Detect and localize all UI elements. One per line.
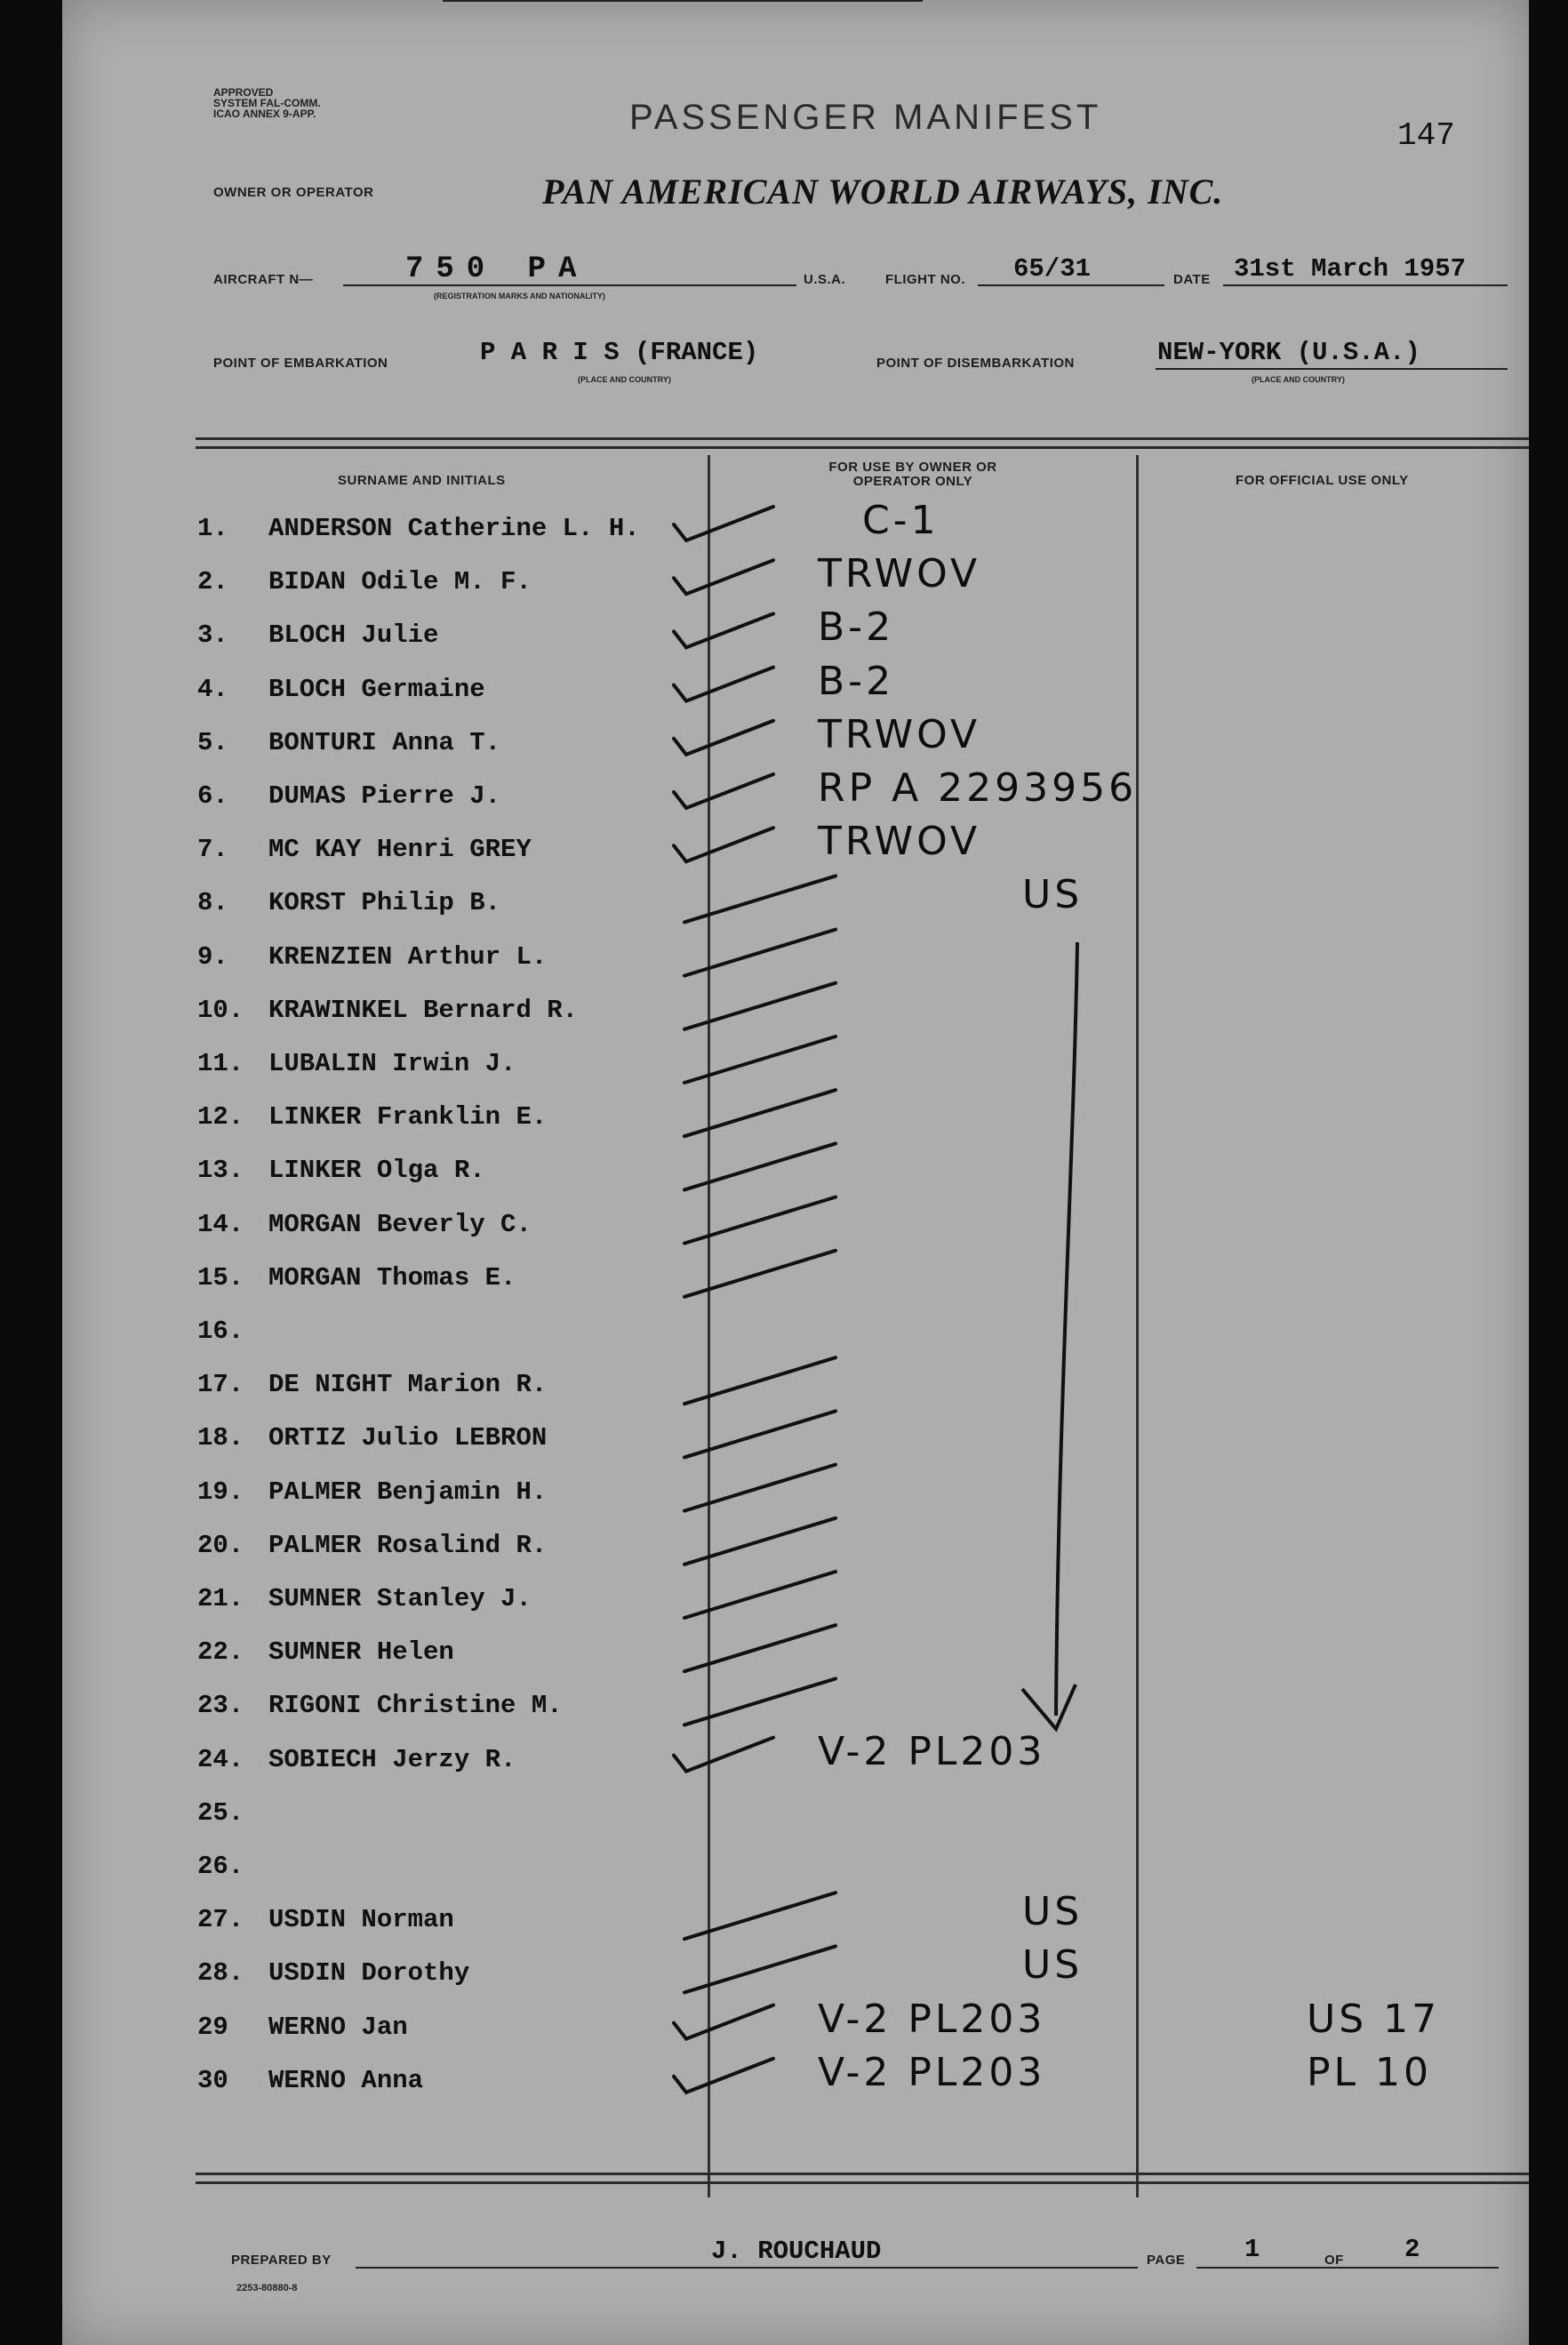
column-header-names: SURNAME AND INITIALS [338, 473, 506, 488]
passenger-name: PALMER Benjamin H. [268, 1477, 548, 1507]
passenger-name: BIDAN Odile M. F. [268, 567, 532, 597]
check-mark [684, 1251, 836, 1297]
disembarkation-label: POINT OF DISEMBARKATION [876, 356, 1075, 371]
row-number: 7. [197, 835, 228, 865]
passenger-name: WERNO Jan [268, 2012, 408, 2042]
passenger-name: BLOCH Julie [268, 620, 439, 651]
row-number: 3. [197, 620, 228, 651]
passenger-name: ANDERSON Catherine L. H. [268, 514, 640, 543]
row-number: 21. [197, 1584, 244, 1613]
row-number: 28. [197, 1958, 244, 1989]
owner-note: V-2 PL203 [818, 1996, 1046, 2042]
check-mark [674, 560, 773, 594]
flight-label: FLIGHT NO. [885, 272, 965, 287]
owner-note: V-2 PL203 [818, 2049, 1046, 2095]
check-mark [674, 2005, 773, 2039]
row-number: 1. [197, 514, 228, 543]
row-number: 26. [197, 1852, 244, 1881]
check-mark [684, 1465, 836, 1511]
aircraft-value: 750 PA [405, 252, 589, 286]
page-title: PASSENGER MANIFEST [629, 98, 1102, 137]
embarkation-value: P A R I S (FRANCE) [480, 338, 759, 367]
row-number: 19. [197, 1477, 244, 1507]
owner-note: TRWOV [818, 711, 981, 757]
row-number: 4. [197, 674, 228, 704]
owner-note: B-2 [818, 604, 895, 651]
passenger-name: KRENZIEN Arthur L. [268, 941, 548, 972]
passenger-name: LINKER Franklin E. [268, 1102, 548, 1132]
row-number: 29 [197, 2012, 228, 2042]
embarkation-label: POINT OF EMBARKATION [213, 356, 388, 371]
company-name: PAN AMERICAN WORLD AIRWAYS, INC. [542, 172, 1224, 212]
row-number: 18. [197, 1423, 244, 1453]
page-value: 1 [1244, 2235, 1260, 2264]
check-mark [674, 613, 773, 647]
prepared-label: PREPARED BY [231, 2253, 332, 2268]
column-header-owner: FOR USE BY OWNER OR OPERATOR ONLY [828, 460, 997, 489]
owner-note: RP A 2293956 [818, 765, 1138, 811]
row-number: 22. [197, 1637, 244, 1668]
column-header-official: FOR OFFICIAL USE ONLY [1236, 473, 1409, 488]
passenger-name: USDIN Dorothy [268, 1958, 470, 1989]
row-number: 13. [197, 1156, 244, 1186]
passenger-name: DUMAS Pierre J. [268, 781, 501, 811]
check-mark [674, 2059, 773, 2093]
approval-stamp-line: APPROVED [213, 86, 274, 99]
check-mark [684, 1197, 836, 1244]
check-mark [684, 1357, 836, 1404]
of-label: OF [1324, 2253, 1344, 2268]
passenger-name: SUMNER Stanley J. [268, 1584, 532, 1613]
passenger-name: SOBIECH Jerzy R. [268, 1744, 516, 1774]
check-mark [684, 1572, 836, 1618]
passenger-name: LINKER Olga R. [268, 1156, 485, 1186]
check-mark [684, 1625, 836, 1671]
owner-note: C-1 [862, 498, 940, 543]
arrow-line [1056, 942, 1077, 1716]
form-code: 2253-80880-8 [236, 2283, 298, 2293]
row-number: 12. [197, 1102, 244, 1132]
check-mark [674, 668, 773, 701]
passenger-name: WERNO Anna [268, 2065, 424, 2095]
approval-stamp-line: SYSTEM FAL-COMM. [213, 97, 321, 109]
passenger-name: BLOCH Germaine [268, 674, 485, 704]
owner-note: TRWOV [818, 819, 981, 865]
passenger-name: SUMNER Helen [268, 1637, 454, 1668]
check-mark [684, 1678, 836, 1725]
owner-note: V-2 PL203 [818, 1728, 1046, 1774]
passenger-name: LUBALIN Irwin J. [268, 1049, 516, 1078]
check-mark [674, 507, 773, 540]
row-number: 24. [197, 1744, 244, 1774]
disembarkation-caption: (PLACE AND COUNTRY) [1252, 375, 1345, 384]
check-mark [684, 1143, 836, 1189]
date-value: 31st March 1957 [1234, 254, 1467, 284]
approval-stamp-line: ICAO ANNEX 9-APP. [213, 108, 316, 120]
owner-note: US [1022, 1942, 1084, 1989]
check-mark [684, 1518, 836, 1565]
passenger-name: ORTIZ Julio LEBRON [268, 1423, 548, 1453]
page-label: PAGE [1147, 2253, 1186, 2268]
official-note: PL 10 [1307, 2049, 1433, 2095]
check-mark [684, 1090, 836, 1136]
passenger-name: MORGAN Thomas E. [268, 1262, 516, 1293]
row-number: 9. [197, 941, 228, 972]
row-number: 8. [197, 888, 228, 918]
row-number: 17. [197, 1370, 244, 1400]
embarkation-caption: (PLACE AND COUNTRY) [578, 375, 671, 384]
passenger-name: BONTURI Anna T. [268, 727, 501, 757]
row-number: 15. [197, 1262, 244, 1293]
row-number: 10. [197, 995, 244, 1025]
check-mark [684, 1893, 836, 1939]
row-number: 16. [197, 1317, 244, 1346]
flight-number: 65/31 [1013, 254, 1092, 284]
passenger-name: KRAWINKEL Bernard R. [268, 995, 579, 1025]
owner-note: TRWOV [818, 551, 981, 597]
arrow-head [1022, 1685, 1076, 1729]
check-mark [674, 774, 773, 808]
passenger-name: MORGAN Beverly C. [268, 1209, 532, 1239]
owner-note: B-2 [818, 658, 895, 704]
row-number: 20. [197, 1530, 244, 1560]
disembarkation-value: NEW-YORK (U.S.A.) [1157, 338, 1420, 367]
of-value: 2 [1404, 2235, 1420, 2264]
owner-label: OWNER OR OPERATOR [213, 185, 374, 200]
check-mark [684, 930, 836, 976]
row-number: 11. [197, 1049, 244, 1078]
row-number: 14. [197, 1209, 244, 1239]
registration-caption: (REGISTRATION MARKS AND NATIONALITY) [434, 292, 605, 300]
page-number: 147 [1397, 117, 1455, 154]
check-mark [674, 721, 773, 755]
passenger-name: DE NIGHT Marion R. [268, 1370, 548, 1400]
passenger-name: PALMER Rosalind R. [268, 1530, 548, 1560]
owner-note: US [1022, 1889, 1084, 1935]
check-mark [684, 983, 836, 1029]
row-number: 23. [197, 1691, 244, 1721]
date-label: DATE [1173, 272, 1211, 287]
check-mark [684, 1946, 836, 1992]
handwritten-marks [62, 0, 1529, 2345]
check-mark [684, 1411, 836, 1457]
passenger-name: KORST Philip B. [268, 888, 501, 918]
row-number: 5. [197, 727, 228, 757]
row-number: 30 [197, 2065, 228, 2095]
passenger-name: MC KAY Henri GREY [268, 835, 532, 865]
row-number: 25. [197, 1797, 244, 1828]
row-number: 2. [197, 567, 228, 597]
row-number: 6. [197, 781, 228, 811]
prepared-by: J. ROUCHAUD [711, 2237, 882, 2266]
row-number: 27. [197, 1905, 244, 1935]
check-mark [684, 876, 836, 922]
check-mark [684, 1036, 836, 1083]
manifest-sheet [62, 0, 1529, 2345]
official-note: US 17 [1307, 1996, 1441, 2042]
country-label: U.S.A. [804, 272, 846, 287]
passenger-name: RIGONI Christine M. [268, 1691, 563, 1721]
passenger-name: USDIN Norman [268, 1905, 454, 1935]
aircraft-label: AIRCRAFT N— [213, 272, 314, 287]
check-mark [674, 828, 773, 861]
owner-note: US [1022, 872, 1084, 918]
check-mark [674, 1738, 773, 1772]
